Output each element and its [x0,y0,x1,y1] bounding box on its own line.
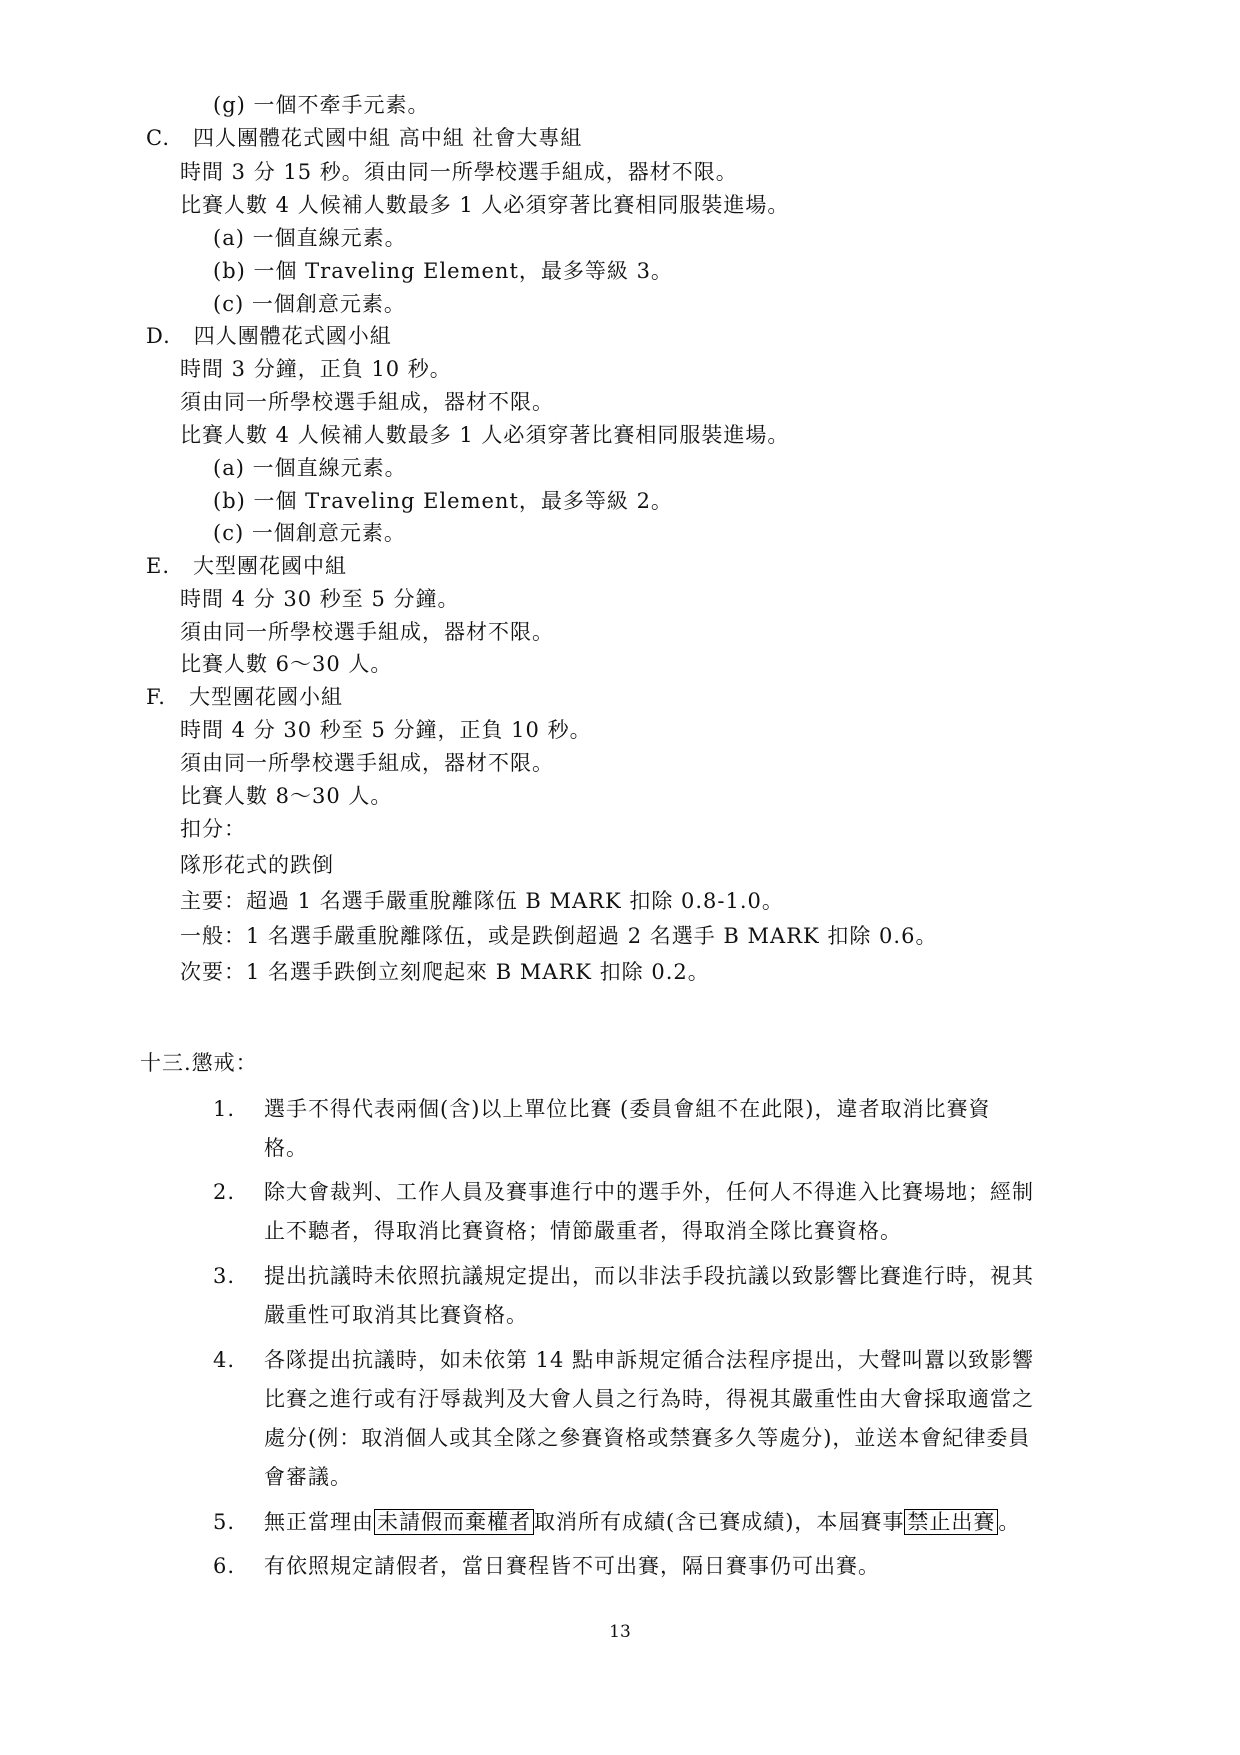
section-item: (b) 一個 Traveling Element，最多等級 2。 [213,489,673,513]
section-item: (c) 一個創意元素。 [213,521,406,545]
section-title: 四人團體花式國小組 [193,324,392,348]
section-title: 四人團體花式國中組 高中組 社會大專組 [193,126,583,150]
section-detail: 比賽人數 6～30 人。 [180,652,393,676]
penalty-heading: 十三.懲戒： [140,1051,258,1075]
section-d-heading [146,322,392,350]
penalty-text: 除大會裁判、工作人員及賽事進行中的選手外，任何人不得進入比賽場地；經制 [264,1180,1034,1204]
section-c-heading [146,124,582,152]
section-title: 大型團花國中組 [193,554,348,578]
section-detail: 時間 4 分 30 秒至 5 分鐘。 [180,587,460,611]
penalty-text-segment: 無正當理由 [264,1510,374,1534]
section-title: 大型團花國小組 [189,685,344,709]
section-detail: 須由同一所學校選手組成，器材不限。 [180,390,554,414]
penalty-text: 止不聽者，得取消比賽資格；情節嚴重者，得取消全隊比賽資格。 [264,1219,902,1243]
penalty-num: 5. [213,1510,236,1534]
penalty-num: 2. [213,1180,236,1204]
section-detail: 比賽人數 8～30 人。 [180,784,393,808]
deduction-major: 主要：超過 1 名選手嚴重脫離隊伍 B MARK 扣除 0.8-1.0。 [180,889,784,913]
penalty-text: 有依照規定請假者，當日賽程皆不可出賽，隔日賽事仍可出賽。 [264,1554,880,1578]
section-item: (b) 一個 Traveling Element，最多等級 3。 [213,259,673,283]
penalty-text [264,1508,1020,1536]
section-e-heading [146,552,347,580]
section-detail: 比賽人數 4 人候補人數最多 1 人必須穿著比賽相同服裝進場。 [180,423,790,447]
item-g: (g) 一個不牽手元素。 [213,93,430,117]
penalty-text: 各隊提出抗議時，如未依第 14 點申訴規定循合法程序提出，大聲叫囂以致影響 [264,1348,1035,1372]
page-number: 13 [609,1622,631,1642]
penalty-text: 選手不得代表兩個(含)以上單位比賽 (委員會組不在此限)，違者取消比賽資 [264,1097,991,1121]
deduction-label: 扣分： [180,817,246,841]
section-item: (a) 一個直線元素。 [213,226,407,250]
penalty-text-segment: 取消所有成績(含已賽成績)，本屆賽事 [534,1510,905,1534]
penalty-text: 嚴重性可取消其比賽資格。 [264,1303,528,1327]
penalty-text: 比賽之進行或有汙辱裁判及大會人員之行為時，得視其嚴重性由大會採取適當之 [264,1387,1034,1411]
boxed-term-banned: 禁止出賽 [904,1509,998,1535]
section-letter: E. [146,554,171,578]
penalty-num: 1. [213,1097,236,1121]
section-detail: 時間 3 分鐘，正負 10 秒。 [180,357,452,381]
section-detail: 須由同一所學校選手組成，器材不限。 [180,751,554,775]
penalty-text: 格。 [264,1136,308,1160]
section-letter: D. [146,324,171,348]
deduction-minor: 次要：1 名選手跌倒立刻爬起來 B MARK 扣除 0.2。 [180,960,710,984]
deduction-general: 一般：1 名選手嚴重脫離隊伍，或是跌倒超過 2 名選手 B MARK 扣除 0.6。 [180,924,938,948]
boxed-term-forfeit: 未請假而棄權者 [374,1509,534,1535]
deduction-subtitle: 隊形花式的跌倒 [180,853,334,877]
penalty-num: 6. [213,1554,236,1578]
section-item: (c) 一個創意元素。 [213,292,406,316]
penalty-num: 4. [213,1348,236,1372]
penalty-num: 3. [213,1264,236,1288]
section-letter: C. [146,126,170,150]
section-detail: 須由同一所學校選手組成，器材不限。 [180,620,554,644]
section-detail: 時間 3 分 15 秒。須由同一所學校選手組成，器材不限。 [180,160,738,184]
penalty-text: 提出抗議時未依照抗議規定提出，而以非法手段抗議以致影響比賽進行時，視其 [264,1264,1034,1288]
section-f-heading [146,683,343,711]
section-detail: 時間 4 分 30 秒至 5 分鐘，正負 10 秒。 [180,718,592,742]
section-item: (a) 一個直線元素。 [213,456,407,480]
penalty-text-segment: 。 [998,1510,1021,1534]
penalty-text: 處分(例：取消個人或其全隊之參賽資格或禁賽多久等處分)，並送本會紀律委員 [264,1426,1031,1450]
section-detail: 比賽人數 4 人候補人數最多 1 人必須穿著比賽相同服裝進場。 [180,193,790,217]
section-letter: F. [146,685,166,709]
penalty-text: 會審議。 [264,1465,352,1489]
